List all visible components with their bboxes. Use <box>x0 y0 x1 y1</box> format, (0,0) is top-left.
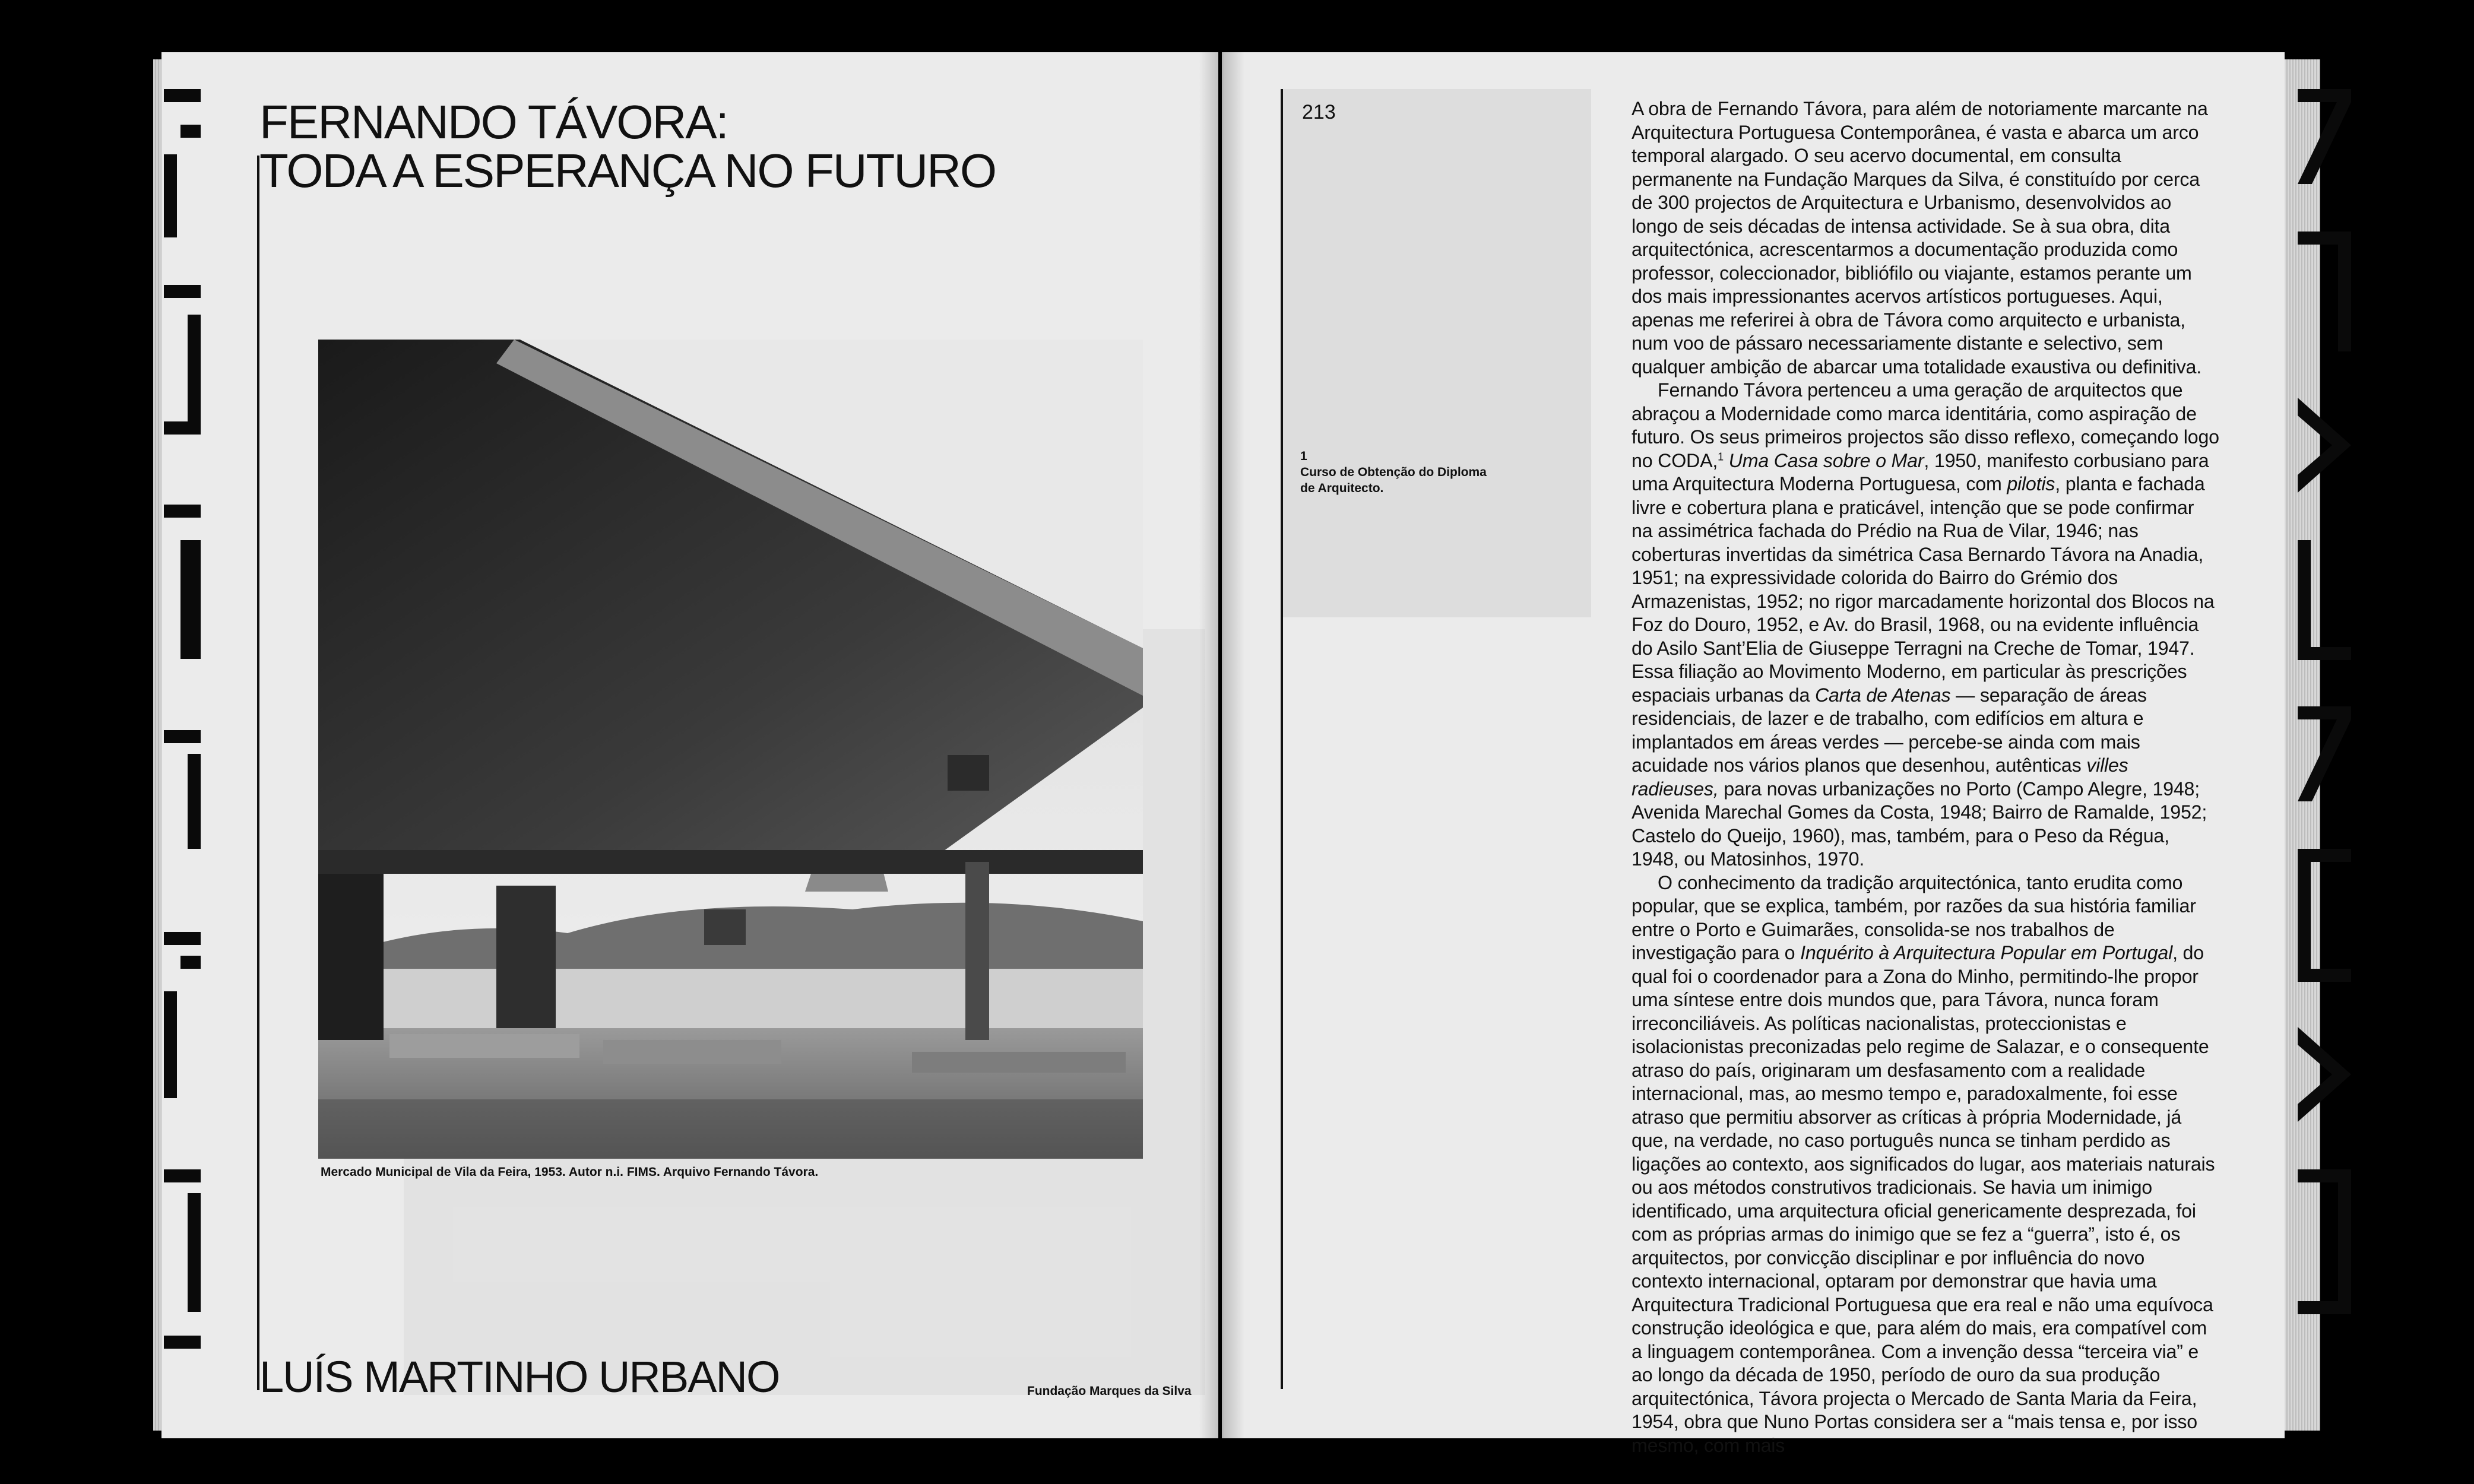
p2-text-a: Fernando Távora pertenceu a uma geração de arquitectos que abraçou a Modernidade como marca identitária, como aspiração de futuro. Os seus primeiros projectos são disso reflexo, começando logo no CODA, <box>1632 379 2219 471</box>
footnote-number: 1 <box>1300 449 1307 463</box>
article-body <box>1632 97 2219 1457</box>
book-gutter <box>1199 52 1244 1438</box>
p2-text-e: — separação de áreas residenciais, de lazer e de trabalho, com edifícios em altura e implantados em áreas verdes — percebe-se ainda com mais acuidade nos vários planos que desenhou, autênticas <box>1632 684 2147 776</box>
title-line-2: TODA A ESPERANÇA NO FUTURO <box>259 144 996 197</box>
p2-italic-1: Uma Casa sobre o Mar <box>1728 449 1924 471</box>
right-vertical-rule <box>1281 89 1283 1389</box>
photo-caption: Mercado Municipal de Vila da Feira, 1953. Autor n.i. FIMS. Arquivo Fernando Távora. <box>321 1165 819 1179</box>
footnote-text: Curso de Obtenção do Diploma de Arquitecto. <box>1300 465 1487 495</box>
title-line-1: FERNANDO TÁVORA: <box>259 96 728 148</box>
publisher-name: Fundação Marques da Silva <box>1027 1384 1192 1398</box>
footnote <box>1300 448 1496 496</box>
edge-lettering-right <box>2298 89 2351 1437</box>
p2-italic-3: Carta de Atenas <box>1814 684 1951 706</box>
p2-italic-4: villes radieuses, <box>1632 754 2128 800</box>
page-number: 213 <box>1302 101 1336 123</box>
footnote-ref: 1 <box>1718 450 1724 462</box>
market-photo <box>318 340 1143 1159</box>
show-through-image-right <box>1282 89 1591 617</box>
p2-italic-2: pilotis <box>2007 473 2055 494</box>
p3-italic-1: Inquérito à Arquitectura Popular em Portugal <box>1800 942 2173 963</box>
p2-text-c: , 1950, manifesto corbusiano para uma Arquitectura Moderna Portuguesa, com <box>1632 449 2209 494</box>
body-paragraph-3 <box>1632 871 2219 1458</box>
p2-text-b <box>1724 450 1729 471</box>
body-paragraph-1: A obra de Fernando Távora, para além de notoriamente marcante na Arquitectura Portuguesa Contemporânea, é vasta e abarca um arco temporal alargado. O seu acervo documental, em consulta permanente na Fundação Marques da Silva, é constituído por cerca de 300 projectos de Arquitectura e Urbanismo, desenvolvidos ao longo de seis décadas de intensa actividade. Se à sua obra, dita arquitectónica, acrescentarmos a documentação produzida como professor, coleccionador, bibliófilo ou viajante, estamos perante um dos mais impressionantes acervos artísticos portugueses. Aqui, apenas me referirei à obra de Távora como arquitecto e urbanista, num voo de pássaro necessariamente distante e selectivo, sem qualquer ambição de abarcar uma totalidade exaustiva ou definitiva. <box>1632 98 2208 378</box>
p2-text-f: para novas urbanizações no Porto (Campo Alegre, 1948; Avenida Marechal Gomes da Costa, 1948; Bairro de Ramalde, 1952; Castelo do Queijo, 1960), mas, também, para o Peso da Régua, 1948, ou Matosinhos, 1970. <box>1632 778 2207 870</box>
p3-text-a: O conhecimento da tradição arquitectónica, tanto erudita como popular, que se explica, também, por razões da sua história familiar entre o Porto e Guimarães, consolida-se nos trabalhos de investigação para o <box>1632 871 2196 963</box>
edge-lettering-left <box>164 89 201 1437</box>
p3-text-b: , do qual foi o coordenador para a Zona do Minho, permitindo-lhe propor uma síntese entre dois mundos que, para Távora, nunca foram irreconciliáveis. As políticas nacionalistas, proteccionistas e isolacionistas preconizadas pelo regime de Salazar, e o consequente atraso do país, originaram um desfasamento com a realidade internacional, mas, ao mesmo tempo e, paradoxalmente, foi esse atraso que permitiu absorver as críticas à própria Modernidade, já que, na verdade, no caso português nunca se tinham perdido as ligações ao contexto, aos significados do lugar, aos materiais naturais ou aos métodos construtivos tradicionais. Se havia um inimigo identificado, uma arquitectura oficial genericamente desprezada, foi com as próprias armas do inimigo que se fez a “guerra”, isto é, os arquitectos, por convicção disciplinar e por influência do novo contexto internacional, optaram por demonstrar que havia uma Arquitectura Tradicional Portuguesa que era real e não uma equívoca construção ideológica e que, para além do mais, era compatível com a linguagem contemporânea. Com a invenção dessa “terceira via” e ao longo da década de 1950, período de ouro da sua produção arquitectónica, Távora projecta o Mercado de Santa Maria da Feira, 1954, obra que Nuno Portas considera ser a “mais tensa e, por isso mesmo, com mais <box>1632 942 2215 1456</box>
article-title <box>259 98 996 195</box>
market-photo-illustration <box>318 340 1143 1159</box>
p2-text-d: , planta e fachada livre e cobertura plana e praticável, intenção que se pode confirmar na assimétrica fachada do Prédio na Rua de Vilar, 1946; nas coberturas invertidas da simétrica Casa Bernardo Távora na Anadia, 1951; na expressividade colorida do Bairro do Grémio dos Armazenistas, 1952; no rigor marcadamente horizontal dos Blocos na Foz do Douro, 1952, e Av. do Brasil, 1968, ou na evidente influência do Asilo Sant’Elia de Giuseppe Terragni na Creche de Tomar, 1947. Essa filiação ao Movimento Moderno, em particular às prescrições espaciais urbanas da <box>1632 473 2215 706</box>
author-name: LUÍS MARTINHO URBANO <box>259 1352 780 1401</box>
body-paragraph-2 <box>1632 379 2219 871</box>
left-vertical-rule <box>257 156 259 1390</box>
